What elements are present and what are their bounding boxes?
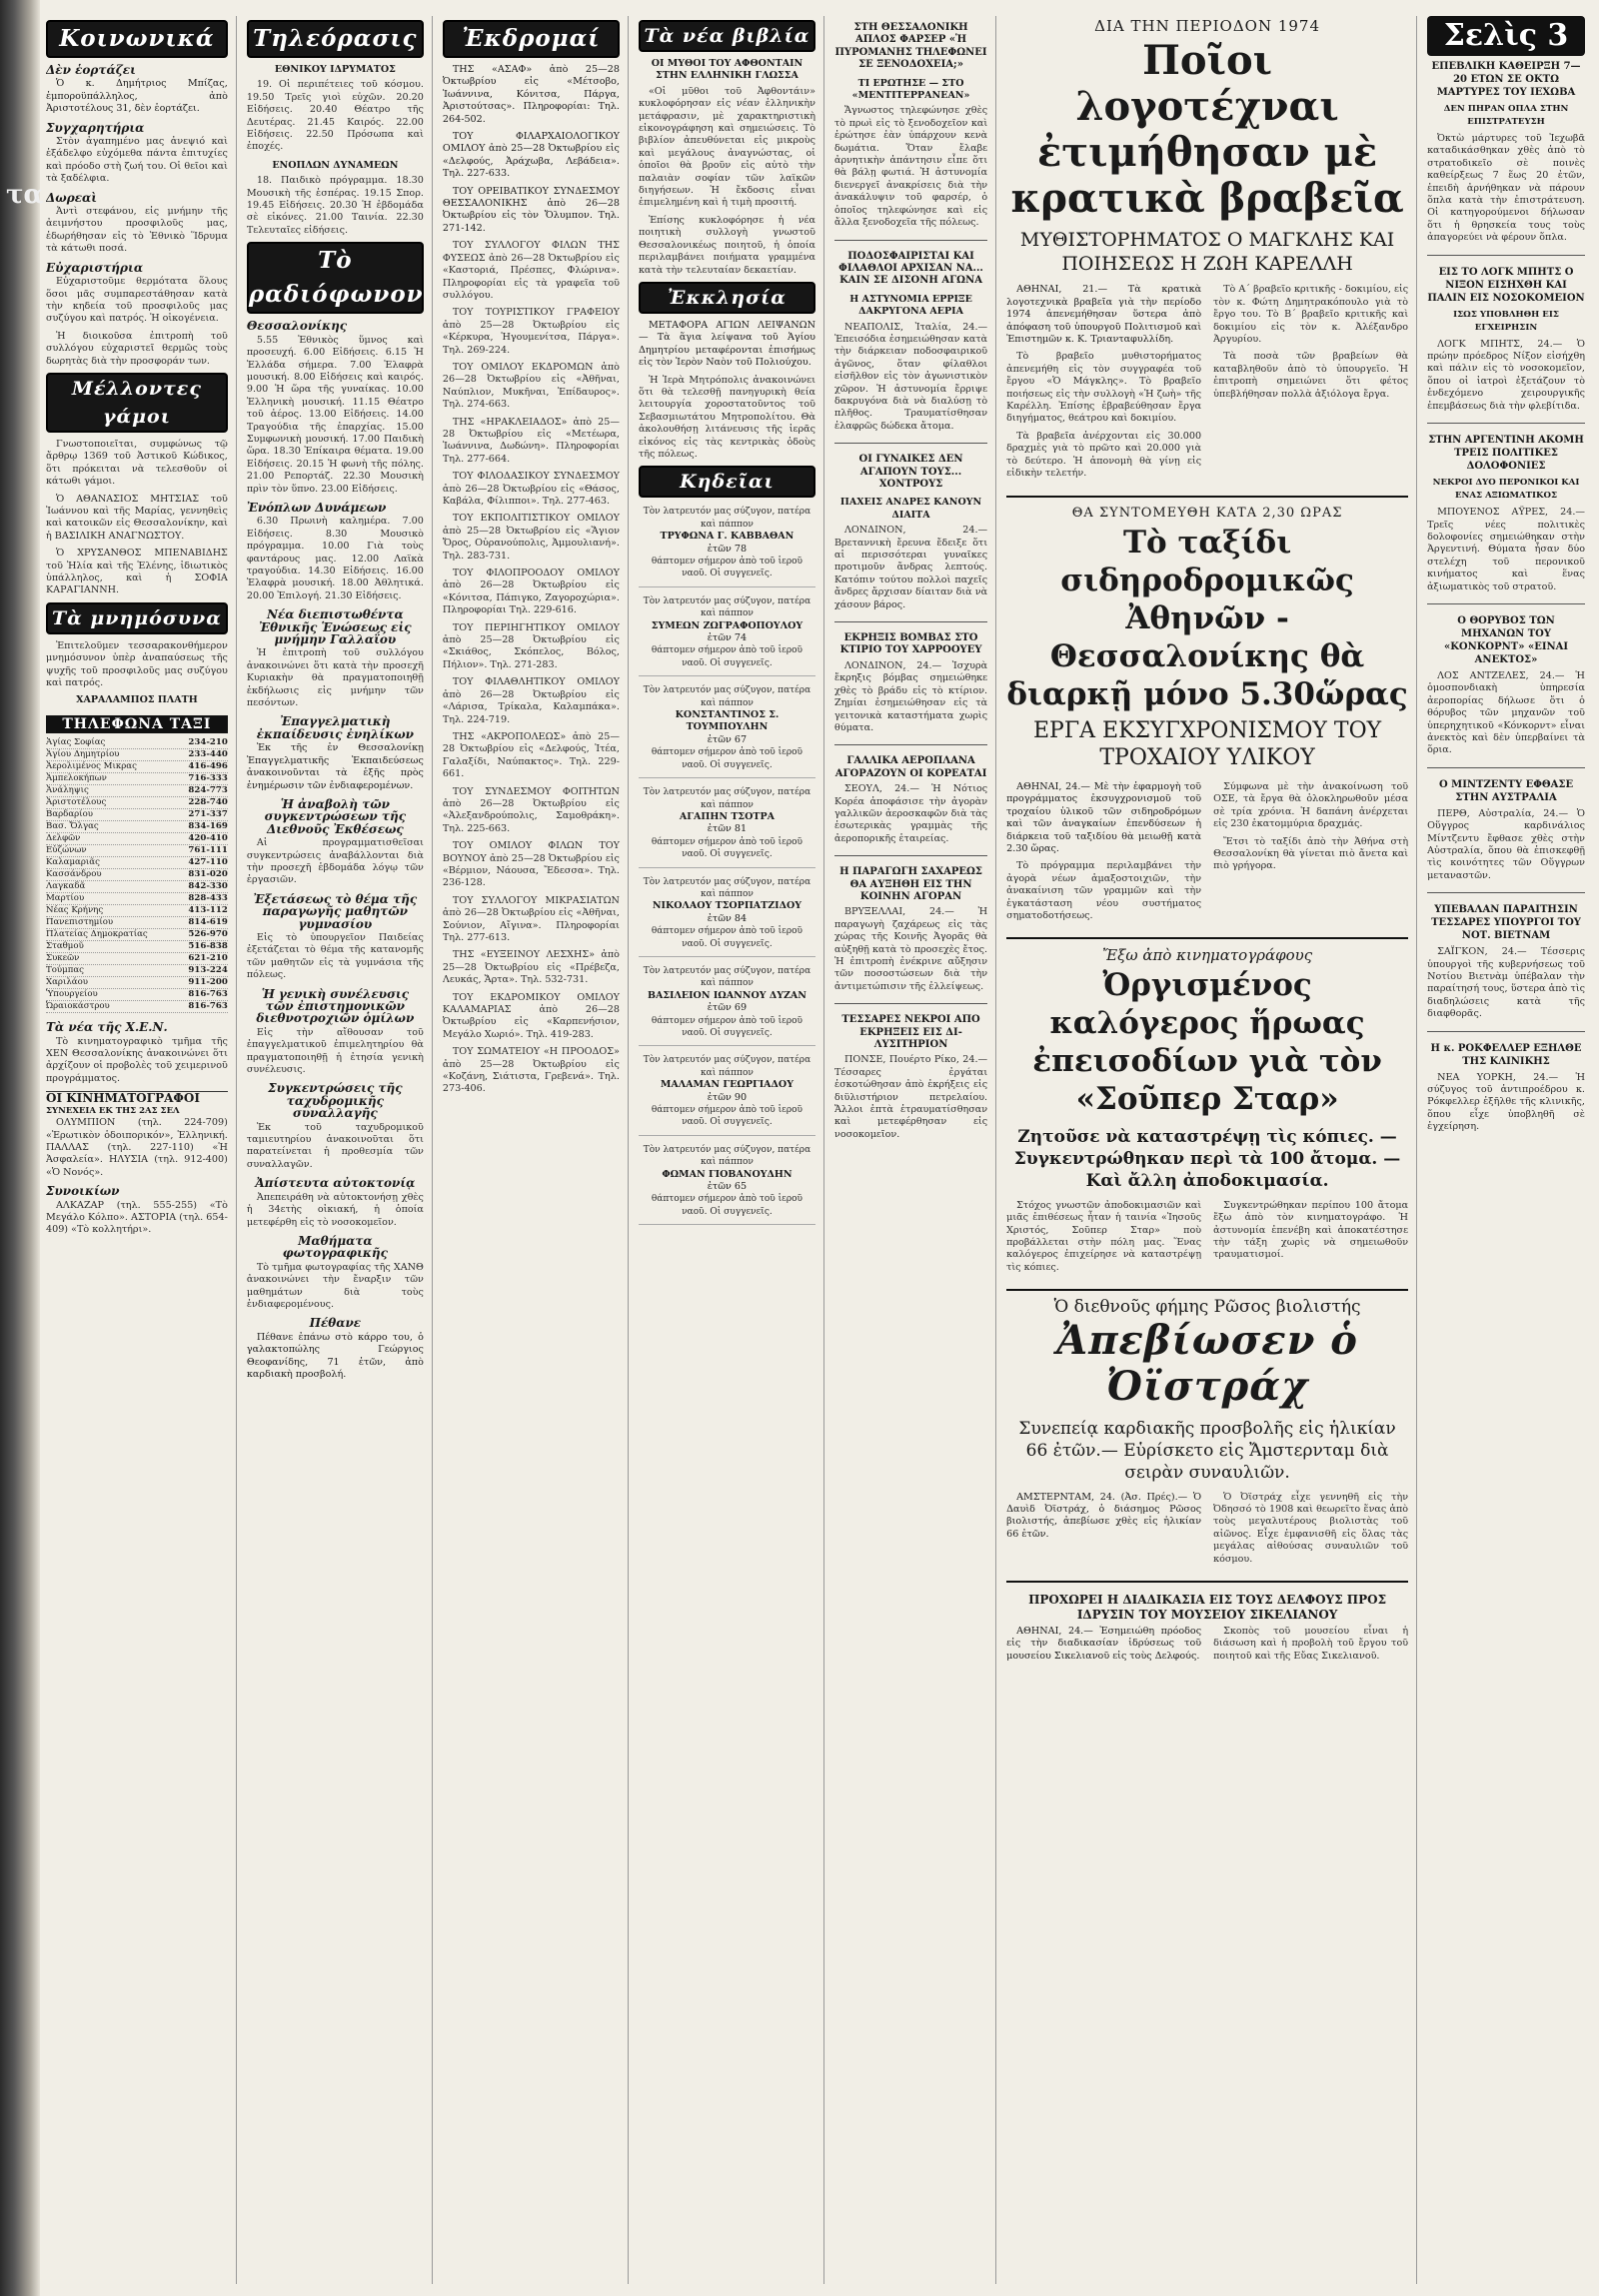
oistrakh-lead: ΑΜΣΤΕΡΝΤΑΜ, 24. (Ἀσ. Πρές).— Ὁ Δαυὶδ Ὀϊστράχ, ὁ διάσημος Ρῶσος βιολιστής, ἀπεβίωσε χθὲς εἰς ἡλικίαν 66 ἐτῶν.: [1006, 1491, 1202, 1540]
filler-text: θάπτομεν σήμερον ἀπὸ τοῦ ἱεροῦ ναοῦ. Οἱ συγγενεῖς.: [651, 645, 803, 668]
taxi-stand-name: Τούμπας: [46, 965, 84, 976]
filler-text: θάπτομεν σήμερον ἀπὸ τοῦ ἱεροῦ ναοῦ. Οἱ συγγενεῖς.: [651, 747, 803, 770]
taxi-stand-name: Καλαμαριᾶς: [46, 857, 100, 868]
museum-lead: ΑΘΗΝΑΙ, 24.— Ἐσημειώθη πρόοδος εἰς τὴν διαδικασίαν ἱδρύσεως τοῦ μουσείου Σικελιανοῦ εἰς τοὺς Δελφούς.: [1006, 1626, 1202, 1662]
bomb-headline: ΕΚΡΗΞΙΣ ΒΟΜΒΑΣ ΣΤΟ ΚΤΙΡΙΟ ΤΟΥ ΧΑΡΡΟΟΥΕΥ: [839, 632, 982, 656]
taxi-stand-name: Πλατείας Δημοκρατίας: [46, 929, 148, 940]
filler-text: Ἐκ τοῦ ταχυδρομικοῦ ταμιευτηρίου ἀνακοινοῦται ὅτι παρατείνεται ἡ προθεσμία τῶν συναλλαγῶν.: [246, 1121, 424, 1170]
dead-headline: ΤΕΣΣΑΡΕΣ ΝΕΚΡΟΙ ΑΠΟ ΕΚΡΗΞΕΙΣ ΕΙΣ ΔΙ-ΛΥΣΙΤΗΡΙΟΝ: [841, 1014, 980, 1051]
pyromanis-headline: ΣΤΗ ΘΕΣΣΑΛΟΝΙΚΗ ΑΠΛΟΣ ΦΑΡΣΕΡ «Ἡ ΠΥΡΟΜΑΝΗΣ ΤΗΛΕΦΩΝΕΙ ΣΕ ΞΕΝΟΔΟΧΕΙΑ;»: [834, 22, 987, 71]
banner-radiophono: Τὸ ραδιόφωνον: [247, 242, 424, 314]
taxi-row: [46, 797, 228, 809]
deceased-age: ἐτῶν 67: [707, 733, 748, 745]
text-pethane: Πέθανε ἐπάνω στὸ κάρρο του, ὁ γαλακτοπώλης Γεώργιος Θεοφανίδης, 71 ἐτῶν, ἀπὸ καρδιακὴ προσβολή.: [246, 1331, 424, 1380]
main-headline: Ποῖοι λογοτέχναι ἐτιμήθησαν μὲ κρατικὰ βραβεῖα: [1010, 37, 1404, 223]
taxi-row: [46, 845, 228, 857]
filler-text: Τὸν λατρευτόν μας σύζυγον, πατέρα καὶ πάππον: [643, 787, 811, 810]
text-den-eortazei: Ὁ κ. Δημήτριος Μπίζας, ἑμποροϋπάλληλος, ἀπὸ Ἀριστοτέλους 31, δὲν ἑορτάζει.: [46, 78, 228, 115]
filler-text: ΤΟΥ ΟΜΙΛΟΥ ΕΚΔΡΟΜΩΝ ἀπὸ 26—28 Ὀκτωβρίου εἰς «Ἀθῆναι, Ναύπλιον, Μυκῆναι, Ἐπίδαυρος». Τηλ. 274-663.: [442, 361, 620, 411]
deceased-age: ἐτῶν 74: [707, 632, 748, 644]
taxi-row: [46, 761, 228, 773]
deceased-age: ἐτῶν 65: [707, 1181, 748, 1193]
taxi-phone-number: 816-763: [188, 989, 228, 1000]
obituary-notice: [639, 595, 815, 676]
filler-text: Τὸ κινηματογραφικὸ τμῆμα τῆς ΧΕΝ Θεσσαλονίκης ἀνακοινώνει ὅτι ἀρχίζουν οἱ προβολὲς τοῦ χειμερινοῦ προγράμματος.: [46, 1035, 228, 1084]
oistrakh-headline: Ἀπεβίωσεν ὁ Ὀϊστράχ: [1056, 1316, 1358, 1410]
filler-text: Στὸν ἀγαπημένο μας ἀνεψιό καὶ ἐξάδελφο εὐχόμεθα πάντα ἐπιτυχίες καὶ πρόοδο στὴ ζωή του. Οἱ θεῖοι καὶ τὰ ξαδέλφια.: [46, 136, 228, 185]
filler-text: Ὁ ΧΡΥΣΑΝΘΟΣ ΜΠΕΝΑΒΙΔΗΣ τοῦ Ἠλία καὶ τῆς Ἑλένης, ἰδιωτικὸς ὑπάλληλος, καὶ ἡ ΣΟΦΙΑ ΚΑΡΑΓΙΑΝΝΗ.: [46, 548, 228, 596]
taxi-phone-number: 913-224: [188, 965, 228, 976]
filler-text: Τὸν λατρευτόν μας σύζυγον, πατέρα καὶ πάππον: [643, 507, 811, 530]
banner-ekdromai: Ἐκδρομαί: [443, 20, 620, 58]
banner-koinonika: Κοινωνικά: [46, 20, 228, 58]
filler-text: Ἡ Ἱερὰ Μητρόπολις ἀνακοινώνει ὅτι θὰ τελεσθῇ πανηγυρικὴ θεία λειτουργία χοροστατοῦντος τοῦ Σεβασμιωτάτου Μητροπολίτου. Θὰ ἀκολουθήσῃ λιτάνευσις τῆς ἱερᾶς εἰκόνος εἰς τὰς κεντρικὰς ὁδοὺς τῆς πόλεως.: [638, 374, 815, 460]
filler-text: ΤΟΥ ΦΙΛΟΔΑΣΙΚΟΥ ΣΥΝΔΕΣΜΟΥ ἀπὸ 26—28 Ὀκτωβρίου εἰς «Θάσος, Καβάλα, Φίλιπποι». Τηλ. 277-463.: [442, 471, 620, 507]
column-social: [46, 16, 237, 2284]
planes-headline: ΓΑΛΛΙΚΑ ΑΕΡΟΠΛΑΝΑ ΑΓΟΡΑΖΟΥΝ ΟΙ ΚΟΡΕΑΤΑΙ: [834, 755, 987, 779]
obituary-list: [639, 506, 815, 1225]
taxi-phones-list: [46, 737, 228, 1013]
taxi-stand-name: Νέας Κρήνης: [46, 905, 104, 916]
taxi-row: [46, 1001, 228, 1013]
filler-text: Ἄγνωστος τηλεφώνησε χθὲς τὸ πρωὶ εἰς τὸ ξενοδοχεῖον καὶ ἐρώτησε ἐὰν ὑπάρχουν κενὰ δωμάτια. Ὅταν ἔλαβε ἀρνητικὴν ἀπάντησιν εἶπε ὅτι θὰ βάλῃ φωτιά. Ἡ ἀστυνομία διενεργεῖ ἀνακρίσεις διὰ τὴν ἀνακάλυψιν τοῦ φαρσέρ, ὁ ὁποῖος τηλεφώνησε καὶ εἰς ἄλλα ξενοδοχεῖα τῆς πόλεως.: [833, 105, 988, 229]
taxi-row: [46, 989, 228, 1001]
taxi-phone-number: 271-337: [188, 809, 228, 820]
filler-text: Τὰ βραβεῖα ἀνέρχονται εἰς 30.000 δραχμὲς γιὰ τὸ πρῶτο καὶ 20.000 γιὰ τὸ δεύτερο. Ἡ ἀπονομὴ θὰ γίνῃ εἰς εἰδικὴν τελετήν.: [1006, 430, 1202, 480]
oistrakh-article-body: [1006, 1492, 1408, 1571]
filler-text: ΤΗΣ «ΕΥΞΕΙΝΟΥ ΛΕΣΧΗΣ» ἀπὸ 25—28 Ὀκτωβρίου εἰς «Πρέβεζα, Λευκάς, Ἄρτα». Τηλ. 532-731.: [442, 949, 620, 986]
taxi-row: [46, 857, 228, 869]
filler-text: Τὸ βραβεῖο μυθιστορήματος ἀπενεμήθη εἰς τὸν συγγραφέα τοῦ ἔργου «Ὁ Μάγκλης». Τὸ βραβεῖο ποιήσεως εἰς τὴν συλλογὴ «Ἡ ζωὴ» τῆς Καρέλλη. Ἐπίσης ἐβραβεύθησαν ἔργα διηγήματος, θεάτρου καὶ δοκιμίου.: [1006, 351, 1202, 425]
football-headline: ΠΟΔΟΣΦΑΙΡΙΣΤΑΙ ΚΑΙ ΦΙΛΑΘΛΟΙ ΑΡΧΙΣΑΝ ΝΑ... ΚΑΙΝ ΣΕ ΔΙΣΟΝΗ ΑΓΩΝΑ: [838, 250, 983, 287]
taxi-phone-number: 621-210: [188, 953, 228, 964]
main-article-body: [1006, 284, 1408, 485]
rail-kicker: ΘΑ ΣΥΝΤΟΜΕΥΘΗ ΚΑΤΑ 2,30 ΩΡΑΣ: [1071, 505, 1343, 521]
jehovah-subhead: ΔΕΝ ΠΗΡΑΝ ΟΠΛΑ ΣΤΗΝ ΕΠΙΣΤΡΑΤΕΥΣΗ: [1443, 104, 1569, 127]
main-subheadline: ΜΥΘΙΣΤΟΡΗΜΑΤΟΣ Ο ΜΑΓΚΛΗΣ ΚΑΙ ΠΟΙΗΣΕΩΣ Η ΖΩΗ ΚΑΡΕΛΛΗ: [1019, 229, 1395, 276]
oistrakh-subheadline: Συνεπείᾳ καρδιακῆς προσβολῆς εἰς ἡλικίαν 66 ἐτῶν.— Εὑρίσκετο εἰς Ἄμστερνταμ διὰ σειρὰν συναυλιῶν.: [1018, 1418, 1396, 1483]
filler-text: «Οἱ μῦθοι τοῦ Ἀφθοντάιν» κυκλοφόρησαν εἰς νέαν ἑλληνικὴν μετάφρασιν, μὲ χαρακτηριστικὴ εἰκονογράφηση καὶ σημειώσεις. Τὸ βιβλίον ἀπευθύνεται εἰς μικροὺς καὶ μεγάλους ἀναγνώστας, οἱ ὁποῖοι θὰ βροῦν εἰς αὐτὸ τὴν παλαιὰν σοφίαν τῶν λαϊκῶν διηγήσεων. Ἡ ἔκδοσις εἶναι ἐπιμελημένη καὶ ἡ τιμὴ προσιτή.: [638, 85, 815, 209]
vietnam-headline: ΥΠΕΒΑΛΑΝ ΠΑΡΑΙΤΗΣΙΝ ΤΕΣΣΑΡΕΣ ΥΠΟΥΡΓΟΙ ΤΟΥ ΝΟΤ. ΒΙΕΤΝΑΜ: [1431, 904, 1581, 942]
taxi-phone-number: 816-763: [188, 1001, 228, 1012]
filler-text: ΣΕΟΥΛ, 24.— Ἡ Νότιος Κορέα ἀποφάσισε τὴν ἀγορὰν γαλλικῶν ἀεροσκαφῶν διὰ τὰς ἐσωτερικὰς γραμμὰς τῆς ἀεροπορικῆς ἑταιρείας.: [833, 783, 988, 844]
rail-lead: ΑΘΗΝΑΙ, 24.— Μὲ τὴν ἐφαρμογὴ τοῦ προγράμματος ἐκσυγχρονισμοῦ τοῦ τροχαίου ὑλικοῦ τῶν σιδηροδρόμων καὶ τῶν ἀναγκαίων ἐπενδύσεων ἡ διάρκεια τοῦ ταξιδίου θὰ μειωθῇ κατὰ 2.30 ὥρας.: [1006, 780, 1202, 854]
text-epaggelmatiki: Ἐκ τῆς ἐν Θεσσαλονίκῃ Ἐπαγγελματικῆς Ἐκπαιδεύσεως ἀνακοινοῦνται τὰ ἑξῆς πρὸς ἐνημέρωσιν τῶν ἐνδιαφερομένων.: [246, 742, 424, 791]
main-period-kicker: ΔΙΑ ΤΗΝ ΠΕΡΙΟΔΟΝ 1974: [1094, 17, 1321, 35]
taxi-stand-name: Κασσάνδρου: [46, 869, 102, 880]
taxi-stand-name: Ἀγίου Δημητρίου: [46, 749, 120, 760]
nixon-subhead: ΙΣΩΣ ΥΠΟΒΛΗΘΗ ΕΙΣ ΕΓΧΕΙΡΗΣΙΝ: [1453, 309, 1559, 333]
column-short-news: [834, 16, 996, 2284]
obituary-notice: [639, 1144, 815, 1225]
pyromanis-subhead: ΤΙ ΕΡΩΤΗΣΕ — ΣΤΟ «ΜΕΝΤΙΤΕΡΡΑΝΕΑΝ»: [851, 77, 970, 102]
deceased-name: ΑΓΑΠΗΝ ΤΣΟΤΡΑ: [679, 810, 775, 822]
taxi-phone-number: 824-773: [188, 785, 228, 796]
obituary-notice: [639, 684, 815, 778]
filler-text: ΠΟΝΣΕ, Πουέρτο Ρίκο, 24.— Τέσσαρες ἐργάται ἐσκοτώθησαν ἀπὸ ἐκρήξεις εἰς διϋλιστήριον πετρελαίου. Ἄλλοι ἑπτὰ ἐτραυματίσθησαν καὶ μετεφέρθησαν εἰς νοσοκομεῖον.: [833, 1054, 988, 1140]
taxi-phone-number: 228-740: [188, 797, 228, 808]
filler-text: ΟΛΥΜΠΙΟΝ (τηλ. 224-709) «Ἐρωτικὸν ὁδοιπορικόν», Ἑλληνική. ΠΑΛΛΑΣ (τηλ. 227-110) «Ἡ Ἀσφαλεία». ΗΛΥΣΙΑ (τηλ. 912-400) «Ὁ Νονός».: [46, 1117, 228, 1178]
filler-text: Στόχος γνωστῶν ἀποδοκιμασιῶν καὶ μιᾶς ἐπιθέσεως ἦταν ἡ ταινία «Ἰησοῦς Χριστός, Σοῦπερ Σταρ» ποὺ προβάλλεται στὴν πόλη μας. Ἕνας καλόγερος ἐπιχείρησε νὰ καταστρέψῃ τὶς κόπιες.: [1006, 1199, 1202, 1273]
obituary-notice: [639, 506, 815, 586]
taxi-row: [46, 905, 228, 917]
filler-text: Τὸν λατρευτόν μας σύζυγον, πατέρα καὶ πάππον: [643, 685, 811, 708]
filler-text: ΤΟΥ ΕΚΠΟΛΙΤΙΣΤΙΚΟΥ ΟΜΙΛΟΥ ἀπὸ 25—28 Ὀκτωβρίου εἰς «Ἅγιον Ὄρος, Οὐρανούπολις, Ἀμμουλιανή». Τηλ. 283-731.: [442, 513, 620, 562]
filler-text: Τὸν λατρευτόν μας σύζυγον, πατέρα καὶ πάππον: [643, 1055, 811, 1078]
jehovah-headline: ΕΠΕΒΛΙΚΗ ΚΑΘΕΙΡΞΗ 7—20 ΕΤΩΝ ΣΕ ΟΚΤΩ ΜΑΡΤΥΡΕΣ ΤΟΥ ΙΕΧΩΒΑ: [1431, 61, 1581, 98]
text-ekklisia: ΜΕΤΑΦΟΡΑ ΑΓΙΩΝ ΛΕΙΨΑΝΩΝ — Τὰ ἅγια λείψανα τοῦ Ἁγίου Δημητρίου μεταφέρονται ἐπισήμως εἰς τὸν Ἱερὸν Ναὸν τοῦ Πολιούχου.: [638, 319, 815, 369]
taxi-phone-number: 233-440: [188, 749, 228, 760]
subhead-eucharistiria: Εὐχαριστήρια: [46, 260, 144, 275]
filler-text: Αἱ προγραμματισθεῖσαι συγκεντρώσεις ἀναβάλλονται διὰ τὴν προσεχῆ ἑβδομάδα λόγῳ τῶν ἐργασιῶν.: [246, 837, 424, 886]
excursion-item: ΤΗΣ «ΑΣΑΦ» ἀπὸ 25—28 Ὀκτωβρίου εἰς «Μέτσοβο, Ἰωάννινα, Κόνιτσα, Πάργα, Ἀριστούτσας». Πληροφορίαι: Τηλ. 264-502.: [442, 64, 620, 125]
taxi-row: [46, 773, 228, 785]
deceased-name: ΦΩΜΑΝ ΓΙΟΒΑΝΟΥΔΗΝ: [662, 1168, 793, 1180]
taxi-phone-number: 834-169: [188, 821, 228, 832]
mindszenty-headline: Ο ΜΙΝΤΖΕΝΤΥ ΕΦΘΑΣΕ ΣΤΗΝ ΑΥΣΤΡΑΛΙΑ: [1438, 778, 1574, 803]
taxi-phone-number: 842-330: [188, 881, 228, 892]
filler-text: Ὁ Ὀϊστράχ εἶχε γεννηθῆ εἰς τὴν Ὀδησσό τὸ 1908 καὶ θεωρεῖτο ἕνας ἀπὸ τοὺς μεγαλυτέρους βιολιστὰς τοῦ αἰῶνος. Εἶχε ἐμφανισθῆ εἰς ὅλας τὰς μεγάλας αἰθούσας συναυλιῶν τοῦ κόσμου.: [1213, 1491, 1409, 1565]
banner-nea-vivlia: Τὰ νέα βιβλία: [639, 20, 815, 52]
rail-article-body: [1006, 781, 1408, 927]
filler-text: 18. Παιδικὸ πρόγραμμα. 18.30 Μουσικὴ τῆς ἑσπέρας. 19.15 Σπορ. 19.45 Εἰδήσεις. 20.30 Ἡ ἑβδομάδα σὲ εἰκόνες. 21.00 Ταινία. 22.30 Τελευταῖες εἰδήσεις.: [246, 175, 424, 236]
subhead-synelefsi: Ἡ γενικὴ συνέλευσις τῶν ἐπιστημονικῶν διεθνοτροχιῶν ὁμίλων: [256, 986, 415, 1026]
filler-text: Ἐπιτελοῦμεν τεσσαρακονθήμερον μνημόσυνον ὑπὲρ ἀναπαύσεως τῆς ψυχῆς τοῦ προσφιλοῦς μας συζύγου καὶ πατρός.: [46, 639, 228, 689]
filler-text: θάπτομεν σήμερον ἀπὸ τοῦ ἱεροῦ ναοῦ. Οἱ συγγενεῖς.: [651, 926, 803, 949]
filler-text: Συγκεντρώθηκαν περίπου 100 ἄτομα ἔξω ἀπὸ τὸν κινηματογράφο. Ἡ ἀστυνομία ἐπενέβη καὶ ἀποκατέστησε τὴν τάξη χωρὶς νὰ σημειωθοῦν τραυματισμοί.: [1213, 1199, 1409, 1261]
page-number-badge: Σελὶς 3: [1427, 16, 1585, 56]
filler-text: Εἰς τὴν αἴθουσαν τοῦ ἐπαγγελματικοῦ ἐπιμελητηρίου θὰ πραγματοποιηθῇ ἡ ἐτησία γενικὴ συνέλευσις.: [246, 1026, 424, 1076]
taxi-stand-name: Ὑπουργείου: [46, 989, 98, 1000]
filler-text: ΤΟΥ ΦΙΛΟΠΡΟΟΔΟΥ ΟΜΙΛΟΥ ἀπὸ 26—28 Ὀκτωβρίου εἰς «Κόνιτσα, Πάπιγκο, Ζαγοροχώρια». Πληροφορίαι Τηλ. 229-616.: [442, 568, 620, 616]
taxi-row: [46, 749, 228, 761]
taxi-row: [46, 893, 228, 905]
taxi-row: [46, 821, 228, 833]
subhead-anavoli: Ἡ ἀναβολὴ τῶν συγκεντρώσεων τῆς Διεθνοῦς Ἐκθέσεως: [264, 796, 407, 836]
filler-text: ΤΗΣ «ΗΡΑΚΛΕΙΑΔΟΣ» ἀπὸ 25—28 Ὀκτωβρίου εἰς «Μετέωρα, Ἰωάννινα, Δωδώνη». Πληροφορίαι Τηλ. 277-664.: [442, 416, 620, 465]
filler-text: Ὀκτὼ μάρτυρες τοῦ Ἰεχωβᾶ καταδικάσθηκαν χθὲς ἀπὸ τὸ στρατοδικεῖο σὲ ποινὲς καθείρξεως 7 ἕως 20 ἐτῶν, ἐπειδὴ ἀρνήθηκαν νὰ πάρουν ὅπλα κατὰ τὴν ἐπιστράτευση. Οἱ κατηγορούμενοι δήλωσαν ὅτι ἡ θρησκεία τους τοὺς ἀπαγορεύει νὰ φέρουν ὅπλα.: [1427, 133, 1585, 244]
banner-tileorasis: Τηλεόρασις: [247, 20, 424, 58]
taxi-phone-number: 420-410: [188, 833, 228, 844]
filler-text: Γνωστοποιεῖται, συμφώνως τῷ ἄρθρῳ 1369 τοῦ Ἀστικοῦ Κώδικος, ὅτι πρόκειται νὰ τελεσθοῦν οἱ κάτωθι γάμοι.: [46, 438, 228, 488]
taxi-stand-name: Ὠραιοκάστρου: [46, 1001, 110, 1012]
sugar-headline: Η ΠΑΡΑΓΩΓΗ ΣΑΧΑΡΕΩΣ ΘΑ ΑΥΞΗΘΗ ΕΙΣ ΤΗΝ ΚΟΙΝΗΝ ΑΓΟΡΑΝ: [839, 866, 982, 902]
subhead-pethane: Πέθανε: [309, 1316, 362, 1331]
monk-kicker: Ἔξω ἀπὸ κινηματογράφους: [1102, 946, 1313, 965]
deceased-age: ἐτῶν 81: [707, 823, 748, 835]
taxi-stand-name: Ἀμπελοκήπων: [46, 773, 107, 784]
taxi-stand-name: Μαρτίου: [46, 893, 85, 904]
taxi-stand-name: Βαρδαρίου: [46, 809, 93, 820]
taxi-phone-number: 911-200: [188, 977, 228, 988]
taxi-phone-number: 526-970: [188, 929, 228, 940]
argentina-subhead: ΝΕΚΡΟΙ ΔΥΟ ΠΕΡΟΝΙΚΟΙ ΚΑΙ ΕΝΑΣ ΑΞΙΩΜΑΤΙΚΟΣ: [1432, 478, 1580, 502]
deceased-name: ΒΑΣΙΛΕΙΟΝ ΙΩΑΝΝΟΥ ΔΥΖΑΝ: [647, 989, 806, 1001]
filler-text: ΝΕΑ ΥΟΡΚΗ, 24.— Ἡ σύζυγος τοῦ ἀντιπροέδρου κ. Ρόκφελλερ ἐξῆλθε τῆς κλινικῆς, ὅπου εἶχε ὑποβληθῆ σὲ ἐγχείρηση.: [1427, 1071, 1585, 1133]
rail-headline: Τὸ ταξίδι σιδηροδρομικῶς Ἀθηνῶν - Θεσσαλονίκης θὰ διαρκῇ μόνο 5.30ὥρας: [1006, 524, 1408, 712]
excursion-item: ΤΟΥ ΟΡΕΙΒΑΤΙΚΟΥ ΣΥΝΔΕΣΜΟΥ ΘΕΣΣΑΛΟΝΙΚΗΣ ἀπὸ 26—28 Ὀκτωβρίου εἰς τὸν Ὄλυμπον. Τηλ. 271-142.: [442, 185, 620, 234]
filler-text: θάπτομεν σήμερον ἀπὸ τοῦ ἱεροῦ ναοῦ. Οἱ συγγενεῖς.: [651, 1105, 803, 1128]
filler-text: Τὸν λατρευτόν μας σύζυγον, πατέρα καὶ πάππον: [643, 965, 811, 989]
filler-text: ΤΟΥ ΣΥΛΛΟΓΟΥ ΦΙΛΩΝ ΤΗΣ ΦΥΣΕΩΣ ἀπὸ 26—28 Ὀκτωβρίου εἰς «Καστοριά, Πρέσπες, Φλώρινα». Πληροφορίαι εἰς τὰ γραφεῖα τοῦ συλλόγου.: [442, 240, 620, 301]
filler-text: ΛΟΝΔΙΝΟΝ, 24.— Ἰσχυρὰ ἔκρηξις βόμβας σημειώθηκε χθὲς τὸ βράδυ εἰς τὸ κτίριον. Ζημίαι ἐσημειώθησαν εἰς τὰ γειτονικὰ καταστήματα χωρὶς θύματα.: [833, 659, 988, 733]
filler-text: ΠΕΡΘ, Αὐστραλία, 24.— Ὁ Οὕγγρος καρδινάλιος Μίντζεντυ ἔφθασε χθὲς στὴν Αὐστραλία, ὅπου θὰ ἐπισκεφθῇ τὶς κοινότητες τῶν Οὕγγρων μεταναστῶν.: [1427, 807, 1585, 881]
filler-text: Εἰς τὸ ὑπουργεῖον Παιδείας ἐξετάζεται τὸ θέμα τῆς κατανομῆς τῶν μαθητῶν εἰς τὰ γυμνάσια τῆς πόλεως.: [246, 931, 424, 981]
filler-text: ΜΠΟΥΕΝΟΣ ΑΫΡΕΣ, 24.— Τρεῖς νέες πολιτικὲς δολοφονίες σημειώθηκαν στὴν Ἀργεντινή. Θύματα ἦσαν δύο στελέχη τοῦ περονικοῦ κινήματος καὶ ἕνας ἀξιωματικὸς τοῦ στρατοῦ.: [1427, 507, 1585, 592]
taxi-phone-number: 413-112: [188, 905, 228, 916]
deceased-name: ΚΟΝΣΤΑΝΤΙΝΟΣ Σ. ΤΟΥΜΠΟΥΛΗΝ: [675, 709, 780, 733]
excursion-item: ΤΟΥ ΦΙΛΑΡΧΑΙΟΛΟΓΙΚΟΥ ΟΜΙΛΟΥ ἀπὸ 25—28 Ὀκτωβρίου εἰς «Δελφούς, Ἀράχωβα, Λεβάδεια». Τηλ. 227-633.: [442, 131, 620, 180]
subhead-mathimata: Μαθήματα φωτογραφικῆς: [282, 1233, 388, 1261]
filler-text: 19. Οἱ περιπέτειες τοῦ κόσμου. 19.50 Τρεῖς γιοὶ εὐχῶν. 20.20 Εἰδήσεις. 20.40 Θέατρο τῆς Δευτέρας. 21.45 Καιρός. 22.00 Εἰδήσεις. 22.50 Πρόσωπα καὶ ἐποχές.: [246, 79, 424, 153]
filler-text: Ἐπίσης κυκλοφόρησε ἡ νέα ποιητικὴ συλλογὴ γνωστοῦ Θεσσαλονικέως ποιητοῦ, ἡ ὁποία περιλαμβάνει ποιήματα γραμμένα κατὰ τὴν τελευταίαν δεκαετίαν.: [638, 214, 815, 276]
filler-text: Τὸν λατρευτόν μας σύζυγον, πατέρα καὶ πάππον: [643, 876, 811, 899]
taxi-row: [46, 977, 228, 989]
filler-text: ΤΟΥ ΠΕΡΙΗΓΗΤΙΚΟΥ ΟΜΙΛΟΥ ἀπὸ 25—28 Ὀκτωβρίου εἰς «Σκιάθος, Σκόπελος, Βόλος, Πήλιον». Τηλ. 271-283.: [442, 621, 620, 670]
cinema-heading: ΟΙ ΚΙΝΗΜΑΤΟΓΡΑΦΟΙ: [46, 1091, 228, 1104]
argentina-headline: ΣΤΗΝ ΑΡΓΕΝΤΙΝΗ ΑΚΟΜΗ ΤΡΕΙΣ ΠΟΛΙΤΙΚΕΣ ΔΟΛΟΦΟΝΙΕΣ: [1428, 435, 1584, 473]
taxi-stand-name: Βασ. Ὄλγας: [46, 821, 99, 832]
filler-text: ΛΟΣ ΑΝΤΖΕΛΕΣ, 24.— Ἡ ὁμοσπονδιακὴ ὑπηρεσία ἀεροπορίας δήλωσε ὅτι ὁ θόρυβος τῶν μηχανῶν τοῦ ὑπερηχητικοῦ «Κόνκορντ» εἶναι ἀνεκτὸς καὶ δὲν ὑπερβαίνει τὰ ὅρια.: [1427, 669, 1585, 756]
filler-text: ΤΟΥ ΦΙΛΑΘΛΗΤΙΚΟΥ ΟΜΙΛΟΥ ἀπὸ 26—28 Ὀκτωβρίου εἰς «Λάρισα, Τρίκαλα, Καλαμπάκα». Τηλ. 224-719.: [442, 676, 620, 725]
taxi-row: [46, 881, 228, 893]
taxi-stand-name: Λαγκαδᾶ: [46, 881, 86, 892]
binding-gutter: [0, 0, 44, 2296]
subhead-thessalonikis: Θεσσαλονίκης: [246, 319, 348, 334]
filler-text: Τὸ Α΄ βραβεῖο κριτικῆς - δοκιμίου, εἰς τὸν κ. Φώτη Δημητρακόπουλο γιὰ τὸ ἔργο του. Τὸ Β΄ βραβεῖο κριτικῆς καὶ δοκιμίου εἰς τὸν κ. Ἀλέξανδρο Ἀργυρίου.: [1213, 284, 1409, 346]
taxi-phone-number: 716-333: [188, 773, 228, 784]
taxi-row: [46, 737, 228, 749]
filler-text: ΒΡΥΞΕΛΛΑΙ, 24.— Ἡ παραγωγὴ ζαχάρεως εἰς τὰς χώρας τῆς Κοινῆς Ἀγορᾶς θὰ αὐξηθῇ κατὰ τὸ προσεχὲς ἔτος. Ἡ ἐπιτροπὴ ἐνέκρινε αὔξησιν τῶν ποσοστώσεων διὰ τὴν ἀντιμετώπισιν τῆς ἐλλείψεως.: [833, 906, 988, 992]
deceased-name: ΣΥΜΕΩΝ ΖΩΓΡΑΦΟΠΟΥΛΟΥ: [651, 619, 803, 631]
museum-headline: ΠΡΟΧΩΡΕΙ Η ΔΙΑΔΙΚΑΣΙΑ ΕΙΣ ΤΟΥΣ ΔΕΛΦΟΥΣ ΠΡΟΣ ΙΔΡΥΣΙΝ ΤΟΥ ΜΟΥΣΕΙΟΥ ΣΙΚΕΛΙΑΝΟΥ: [1028, 1593, 1387, 1623]
column-main-news: [1006, 16, 1417, 2284]
taxi-row: [46, 917, 228, 929]
subhead-apistevta: Ἀπίστευτα αὐτοκτονίᾳ: [255, 1176, 416, 1191]
taxi-stand-name: Συκεῶν: [46, 953, 80, 964]
filler-text: Τὸ πρόγραμμα περιλαμβάνει τὴν ἀγορὰ νέων ἁμαξοστοιχιῶν, τὴν ἀνακαίνιση τῶν γραμμῶν καὶ τὴν ἐγκατάσταση νέου συστήματος σηματοδοτήσεως.: [1006, 860, 1202, 921]
column-tv-radio: [247, 16, 433, 2284]
banner-ekklisia: Ἐκκλησία: [639, 282, 815, 314]
taxi-stand-name: Ἀριστοτέλους: [46, 797, 107, 808]
filler-text: Ἀπεπειράθη νὰ αὐτοκτονήσῃ χθὲς ἡ 34ετὴς οἰκιακή, ἡ ὁποία μετεφέρθη εἰς τὸ νοσοκομεῖον.: [246, 1191, 424, 1228]
filler-text: Τὰ ποσὰ τῶν βραβείων θὰ καταβληθοῦν ἀπὸ τὸ ὑπουργεῖο. Ἡ ἐπιτροπὴ σημειώνει ὅτι φέτος ὑπεβλήθησαν πολλὰ ἀξιόλογα ἔργα.: [1213, 351, 1409, 400]
deceased-age: ἐτῶν 69: [707, 1002, 748, 1014]
taxi-row: [46, 833, 228, 845]
taxi-phone-number: 831-020: [188, 869, 228, 880]
subhead-eth-idrymatos: ΕΘΝΙΚΟΥ ΙΔΡΥΜΑΤΟΣ: [274, 64, 396, 75]
banner-mellontes-gamoi: Μέλλοντες γάμοι: [46, 373, 228, 433]
rail-subheadline: ΕΡΓΑ ΕΚΣΥΓΧΡΟΝΙΣΜΟΥ ΤΟΥ ΤΡΟΧΑΙΟΥ ΥΛΙΚΟΥ: [1033, 717, 1382, 770]
taxi-stand-name: Σταθμοῦ: [46, 941, 84, 952]
filler-text: Εὐχαριστοῦμε θερμότατα ὅλους ὅσοι μᾶς συμπαρεστάθησαν κατὰ τὴν κηδεία τοῦ προσφιλοῦς μας συζύγου καὶ πατρός. Ἡ οἰκογένεια.: [46, 276, 228, 325]
taxi-stand-name: Ἀνάληψις: [46, 785, 89, 796]
deceased-age: ἐτῶν 78: [707, 543, 748, 555]
taxi-stand-name: Χαριλάου: [46, 977, 88, 988]
taxi-phone-number: 828-433: [188, 893, 228, 904]
column-books-church: [639, 16, 824, 2284]
cinema-subheading: ΣΥΝΕΧΕΙΑ ΕΚ ΤΗΣ 2ΑΣ ΣΕΛ: [46, 1105, 180, 1116]
filler-text: ΤΟΥ ΕΚΔΡΟΜΙΚΟΥ ΟΜΙΛΟΥ ΚΑΛΑΜΑΡΙΑΣ ἀπὸ 26—28 Ὀκτωβρίου εἰς «Καρπενήσιον, Μεγάλο Χωριό». Τηλ. 419-283.: [442, 991, 620, 1040]
column-world-news: [1427, 16, 1585, 2284]
banner-kideiai: Κηδεῖαι: [639, 466, 815, 498]
subhead-doreai: Δωρεαὶ: [46, 190, 98, 205]
subhead-exetaseis: Ἐξετάσεως τὸ θέμα τῆς παραγωγῆς μαθητῶν γυμνασίου: [253, 891, 418, 931]
filler-text: Ἡ διοικοῦσα ἐπιτροπὴ τοῦ συλλόγου εὐχαριστεῖ θερμῶς τοὺς δωρητὰς διὰ τὴν προσφοράν των.: [46, 330, 228, 367]
oistrakh-kicker: Ὁ διεθνοῦς φήμης Ρῶσος βιολιστής: [1053, 1297, 1361, 1318]
women-headline: ΟΙ ΓΥΝΑΙΚΕΣ ΔΕΝ ΑΓΑΠΟΥΝ ΤΟΥΣ... ΧΟΝΤΡΟΥΣ: [858, 454, 963, 490]
filler-text: ΤΟΥ ΣΩΜΑΤΕΙΟΥ «Η ΠΡΟΟΔΟΣ» ἀπὸ 25—28 Ὀκτωβρίου εἰς «Κοζάνη, Σιάτιστα, Γρεβενά». Τηλ. 273-406.: [442, 1046, 620, 1095]
subhead-nea: Νέα διεπιστωθέντα Ἐθνικῆς Ἑνώσεως εἰς μνήμην Γαλλαΐου: [259, 607, 412, 647]
filler-text: ΤΟΥ ΣΥΝΔΕΣΜΟΥ ΦΟΙΤΗΤΩΝ ἀπὸ 26—28 Ὀκτωβρίου εἰς «Ἀλεξανδρούπολις, Σαμοθράκη». Τηλ. 225-663.: [442, 785, 620, 834]
taxi-phone-number: 427-110: [188, 857, 228, 868]
taxi-row: [46, 941, 228, 953]
books-headline: ΟΙ ΜΥΘΟΙ ΤΟΥ ΑΦΘΟΝΤΑΙΝ ΣΤΗΝ ΕΛΛΗΝΙΚΗ ΓΛΩΣΣΑ: [651, 58, 803, 82]
filler-text: ΤΗΣ «ΑΚΡΟΠΟΛΕΩΣ» ἀπὸ 25—28 Ὀκτωβρίου εἰς «Δελφούς, Ἰτέα, Γαλαξίδι, Ναύπακτος». Τηλ. 229-661.: [442, 730, 620, 780]
subhead-synoikion: Συνοικίων: [46, 1184, 120, 1199]
museum-article-body: [1006, 1626, 1408, 1668]
taxi-phone-number: 516-838: [188, 941, 228, 952]
filler-text: θάπτομεν σήμερον ἀπὸ τοῦ ἱεροῦ ναοῦ. Οἱ συγγενεῖς.: [651, 836, 803, 860]
taxi-stand-name: Εὐζώνων: [46, 845, 87, 856]
taxi-phone-number: 234-210: [188, 737, 228, 748]
taxi-row: [46, 965, 228, 977]
filler-text: Σύμφωνα μὲ τὴν ἀνακοίνωση τοῦ ΟΣΕ, τὰ ἔργα θὰ ὁλοκληρωθοῦν μέσα σὲ τρία χρόνια. Ἡ δαπάνη ἀνέρχεται εἰς 230 ἑκατομμύρια δραχμάς.: [1213, 780, 1409, 830]
taxi-row: [46, 953, 228, 965]
taxi-row: [46, 809, 228, 821]
filler-text: ΤΟΥ ΤΟΥΡΙΣΤΙΚΟΥ ΓΡΑΦΕΙΟΥ ἀπὸ 25—28 Ὀκτωβρίου εἰς «Κέρκυρα, Ἡγουμενίτσα, Πάργα». Τηλ. 269-224.: [442, 307, 620, 356]
taxi-row: [46, 785, 228, 797]
filler-text: θάπτομεν σήμερον ἀπὸ τοῦ ἱεροῦ ναοῦ. Οἱ συγγενεῖς.: [651, 557, 803, 579]
taxi-phones-title: ΤΗΛΕΦΩΝΑ ΤΑΞΙ: [46, 715, 228, 733]
filler-text: Σκοπὸς τοῦ μουσείου εἶναι ἡ διάσωση καὶ ἡ προβολὴ τοῦ ἔργου τοῦ ποιητοῦ καὶ τῆς Εὔας Σικελιανοῦ.: [1213, 1626, 1409, 1662]
monk-headline: Ὀργισμένος καλόγερος ἥρωας ἐπεισοδίων γιὰ τὸν «Σοῦπερ Σταρ»: [1032, 966, 1382, 1117]
filler-text: Τὸν λατρευτόν μας σύζυγον, πατέρα καὶ πάππον: [643, 595, 811, 619]
obituary-notice: [639, 786, 815, 867]
filler-text: ΣΑΪΓΚΟΝ, 24.— Τέσσερις ὑπουργοὶ τῆς κυβερνήσεως τοῦ Νοτίου Βιετνὰμ ὑπέβαλαν τὴν παραίτησή τους, ὕστερα ἀπὸ τὶς διαδηλώσεις κατὰ τῆς διαφθορᾶς.: [1427, 946, 1585, 1020]
filler-text: Ὁ ΑΘΑΝΑΣΙΟΣ ΜΗΤΣΙΑΣ τοῦ Ἰωάννου καὶ τῆς Μαρίας, γεννηθεὶς καὶ κατοικῶν εἰς Θεσσαλονίκην, καὶ ἡ ΒΑΣΙΛΙΚΗ ΑΝΑΓΝΩΣΤΟΥ.: [46, 493, 228, 542]
obituary-notice: [639, 1054, 815, 1135]
filler-text: 6.30 Πρωινὴ καλημέρα. 7.00 Εἰδήσεις. 8.30 Μουσικὸ πρόγραμμα. 10.00 Γιὰ τοὺς φαντάρους μας. 12.00 Λαϊκὰ τραγούδια. 14.30 Εἰδήσεις. 16.00 Ἐλαφρὰ μουσική. 18.00 Ἀθλητικά. 20.00 Ἐπιλογή. 21.30 Εἰδήσεις.: [246, 516, 424, 601]
filler-text: ΛΟΝΔΙΝΟΝ, 24.— Βρεταννικὴ ἔρευνα ἔδειξε ὅτι αἱ περισσότεραι γυναῖκες προτιμοῦν ἄνδρας λεπτούς. Κατόπιν τούτου πολλοὶ παχεῖς ἄνδρες ἄρχισαν δίαιταν διὰ νὰ χάσουν βάρος.: [833, 525, 988, 610]
obituary-notice: [639, 965, 815, 1046]
filler-text: Ἡ ἐπιτροπὴ τοῦ συλλόγου ἀνακοινώνει ὅτι κατὰ τὴν προσεχῆ Κυριακὴν θὰ πραγματοποιηθῇ ἐκδήλωσις εἰς μνήμην τῶν πεσόντων.: [246, 647, 424, 709]
subhead-xen: Τὰ νέα τῆς Χ.Ε.Ν.: [46, 1020, 168, 1035]
women-subhead: ΠΑΧΕΙΣ ΑΝΔΡΕΣ ΚΑΝΟΥΝ ΔΙΑΙΤΑ: [839, 497, 982, 521]
taxi-phone-number: 416-496: [188, 761, 228, 772]
filler-text: 5.55 Ἐθνικὸς ὕμνος καὶ προσευχή. 6.00 Εἰδήσεις. 6.15 Ἡ Ἑλλάδα σήμερα. 7.00 Ἐλαφρὰ μουσική. 8.00 Εἰδήσεις καὶ καιρός. 9.00 Ἡ ὥρα τῆς γυναίκας. 10.00 Ἑλληνικὴ μουσική. 11.15 Θέατρο τοῦ ἀέρος. 13.00 Εἰδήσεις. 14.00 Τραγούδια τῆς ἐπαρχίας. 15.00 Συμφωνικὴ μουσική. 17.00 Παιδικὴ ὥρα. 18.30 Ἐπίκαιρα θέματα. 19.00 Εἰδήσεις. 20.15 Ἡ φωνὴ τῆς πόλης. 21.00 Ρεπορτάζ. 22.30 Μουσικὴ πρὶν τὸν ὕπνο. 23.00 Εἰδήσεις.: [246, 334, 424, 495]
filler-text: ΤΟΥ ΣΥΛΛΟΓΟΥ ΜΙΚΡΑΣΙΑΤΩΝ ἀπὸ 26—28 Ὀκτωβρίου εἰς «Ἀθῆναι, Σούνιον, Αἴγινα». Πληροφορίαι Τηλ. 277-613.: [442, 894, 620, 943]
obituary-notice: [639, 876, 815, 957]
taxi-stand-name: Ἀερολιμένος Μικρας: [46, 761, 137, 772]
filler-text: Τὸ τμῆμα φωτογραφίας τῆς ΧΑΝΘ ἀνακοινώνει τὴν ἔναρξιν τῶν μαθημάτων διὰ τοὺς ἐνδιαφερομένους.: [246, 1261, 424, 1310]
taxi-stand-name: Ἁγίας Σοφίας: [46, 737, 106, 748]
subhead-epaggelmatiki: Ἐπαγγελματικὴ ἐκπαίδευσις ἐνηλίκων: [256, 714, 414, 741]
filler-text: Ἀντὶ στεφάνου, εἰς μνήμην τῆς ἀειμνήστου προσφιλοῦς μας, ἐδωρήθησαν εἰς τὸ Ἐθνικὸ Ἵδρυμα τὰ κάτωθι ποσά.: [46, 206, 228, 255]
filler-text: Τὸν λατρευτόν μας σύζυγον, πατέρα καὶ πάππον: [643, 1144, 811, 1168]
filler-text: ΝΕΑΠΟΛΙΣ, Ἰταλία, 24.— Ἐπεισόδια ἐσημειώθησαν κατὰ τὴν διάρκειαν ποδοσφαιρικοῦ ἀγῶνος, ὅταν φίλαθλοι εἰσῆλθον εἰς τὸν ἀγωνιστικὸν χῶρον. Ἡ ἀστυνομία ἔρριψε δακρυγόνα διὰ νὰ διαλύσῃ τὸ πλῆθος. Τραυματίσθησαν ἐλαφρῶς δώδεκα ἄτομα.: [833, 321, 988, 432]
filler-text: θάπτομεν σήμερον ἀπὸ τοῦ ἱεροῦ ναοῦ. Οἱ συγγενεῖς.: [651, 1015, 803, 1038]
monk-subheadline: Ζητοῦσε νὰ καταστρέψῃ τὶς κόπιες. — Συγκεντρώθηκαν περὶ τὰ 100 ἄτομα. — Καὶ ἄλλη ἀποδοκιμασία.: [1013, 1126, 1401, 1191]
edge-text-fragment: τα: [6, 180, 44, 210]
column-excursions: [443, 16, 629, 2284]
filler-text: ΑΛΚΑΖΑΡ (τηλ. 555-255) «Τὸ Μεγάλο Κόλπο». ΑΣΤΟΡΙΑ (τηλ. 654-409) «Τὸ κολλητήρι».: [46, 1199, 228, 1236]
main-lead: ΑΘΗΝΑΙ, 21.— Τὰ κρατικὰ λογοτεχνικὰ βραβεῖα γιὰ τὴν περίοδο 1974 ἀπενεμήθησαν ὕστερα ἀπὸ ἀπόφαση τοῦ ὑπουργοῦ Πολιτισμοῦ καὶ Ἐπιστημῶν κ. Κ. Τριανταφυλλίδη.: [1006, 284, 1202, 346]
deceased-age: ἐτῶν 90: [707, 1091, 748, 1103]
nixon-headline: ΕΙΣ ΤΟ ΛΟΓΚ ΜΠΗΤΣ Ο ΝΙΞΟΝ ΕΙΣΗΧΘΗ ΚΑΙ ΠΑΛΙΝ ΕΙΣ ΝΟΣΟΚΟΜΕΙΟΝ: [1427, 266, 1585, 304]
subhead-enoplon-dynameon: Ἐνόπλων Δυνάμεων: [246, 500, 387, 515]
taxi-stand-name: Δελφῶν: [46, 833, 81, 844]
filler-text: Ἔτσι τὸ ταξίδι ἀπὸ τὴν Ἀθήνα στὴ Θεσσαλονίκη θὰ γίνεται πιὸ ἄνετα καὶ πιὸ γρήγορα.: [1213, 835, 1409, 872]
football-subhead: Η ΑΣΤΥΝΟΜΙΑ ΕΡΡΙΞΕ ΔΑΚΡΥΓΟΝΑ ΑΕΡΙΑ: [849, 293, 972, 318]
deceased-name: ΜΑΛΑΜΑΝ ΓΕΩΡΓΙΑΔΟΥ: [660, 1079, 794, 1091]
filler-text: θάπτομεν σήμερον ἀπὸ τοῦ ἱεροῦ ναοῦ. Οἱ συγγενεῖς.: [651, 1194, 803, 1217]
filler-text: ΤΟΥ ΟΜΙΛΟΥ ΦΙΛΩΝ ΤΟΥ ΒΟΥΝΟΥ ἀπὸ 25—28 Ὀκτωβρίου εἰς «Βέρμιον, Νάουσα, Ἔδεσσα». Τηλ. 236-128.: [442, 840, 620, 889]
newspaper-page: [46, 16, 1585, 2284]
taxi-phone-number: 814-619: [188, 917, 228, 928]
filler-text: ΛΟΓΚ ΜΠΗΤΣ, 24.— Ὁ πρώην πρόεδρος Νίξον εἰσήχθη καὶ πάλιν εἰς τὸ νοσοκομεῖον, ὅπου οἱ ἰατροὶ ἐξετάζουν τὸ ἐνδεχόμενο χειρουργικῆς ἐπεμβάσεως διὰ τὴν φλεβίτιδα.: [1427, 338, 1585, 412]
rockefeller-headline: Η κ. ΡΟΚΦΕΛΛΕΡ ΕΞΗΛΘΕ ΤΗΣ ΚΛΙΝΙΚΗΣ: [1430, 1042, 1582, 1067]
taxi-row: [46, 929, 228, 941]
monk-article-body: [1006, 1200, 1408, 1279]
taxi-row: [46, 869, 228, 881]
banner-mnimosyna: Τὰ μνημόσυνα: [46, 602, 228, 634]
taxi-stand-name: Πανεπιστημίου: [46, 917, 114, 928]
subhead-enoplon: ΕΝΟΠΛΩΝ ΔΥΝΑΜΕΩΝ: [272, 159, 399, 171]
taxi-phone-number: 761-111: [188, 845, 228, 856]
subhead-den-eortazei: Δὲν ἑορτάζει: [46, 63, 136, 77]
deceased-name: ΤΡΥΦΩΝΑ Γ. ΚΑΒΒΑΘΑΝ: [660, 531, 795, 543]
deceased-name: ΝΙΚΟΛΑΟΥ ΤΣΟΡΠΑΤΖΙΔΟΥ: [652, 900, 802, 912]
mnimosyna-signature: ΧΑΡΑΛΑΜΠΟΣ ΠΛΑΤΗ: [76, 694, 198, 706]
deceased-age: ἐτῶν 84: [707, 912, 748, 924]
subhead-synchartiria: Συγχαρητήρια: [46, 120, 145, 135]
subhead-syggentroseis: Συγκεντρώσεις τῆς ταχυδρομικῆς συναλλαγῆς: [268, 1081, 403, 1121]
concorde-headline: Ο ΘΟΡΥΒΟΣ ΤΩΝ ΜΗΧΑΝΩΝ ΤΟΥ «ΚΟΝΚΟΡΝΤ» «ΕΙΝΑΙ ΑΝΕΚΤΟΣ»: [1443, 614, 1569, 665]
